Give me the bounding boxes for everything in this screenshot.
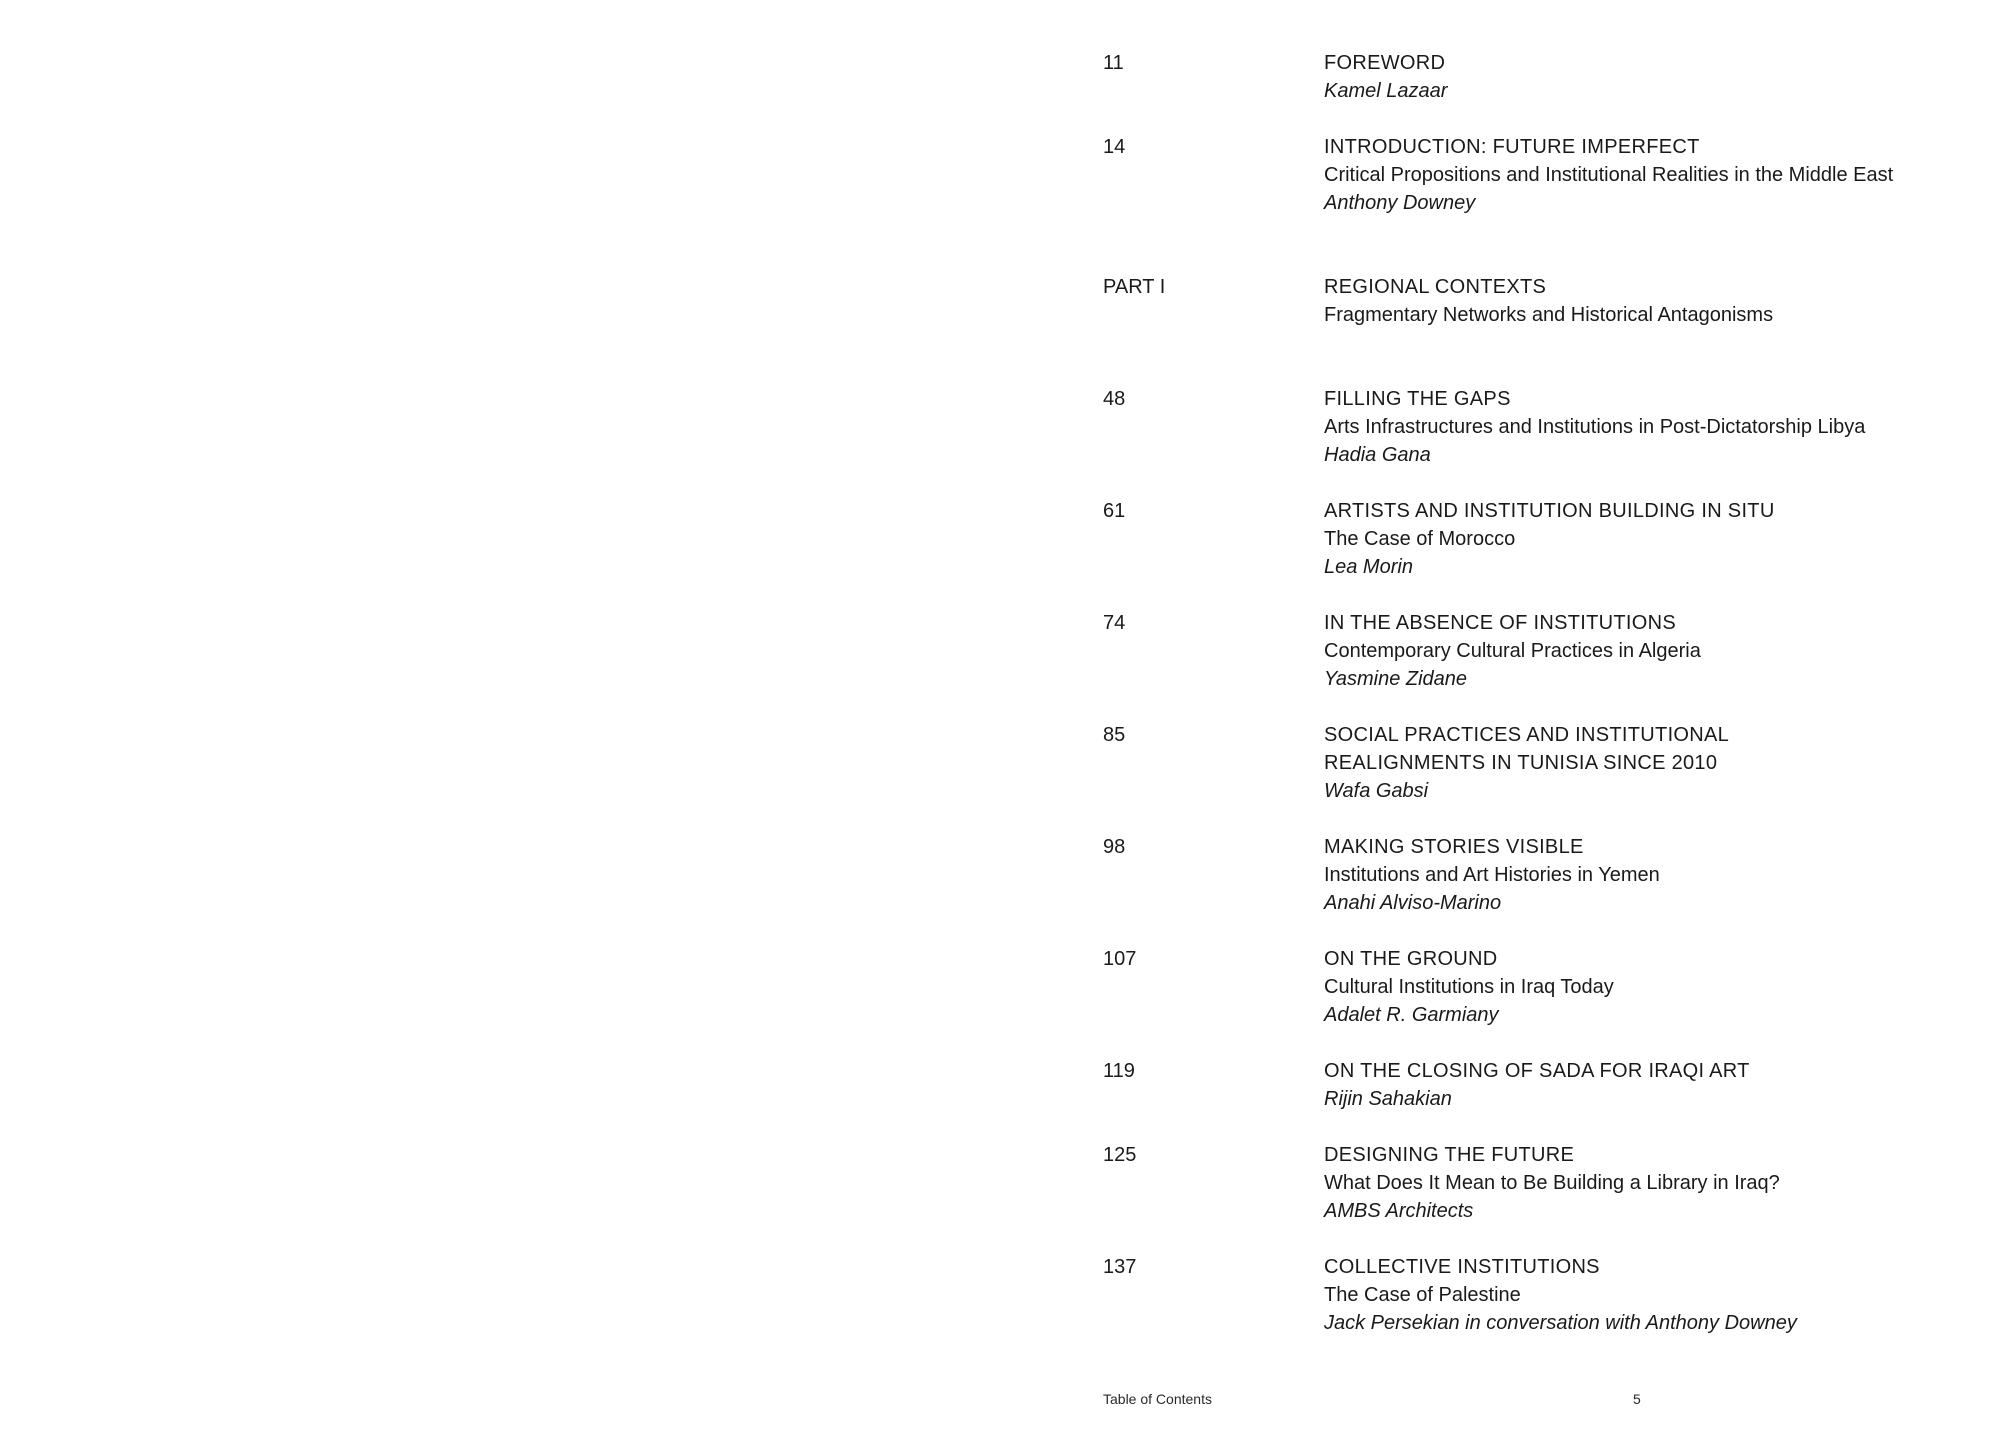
page-number: 119: [1103, 1060, 1135, 1082]
entry-title: INTRODUCTION: FUTURE IMPERFECT: [1324, 136, 1700, 158]
entry-text: [1324, 1057, 1983, 1113]
toc-part-heading: [1103, 273, 1983, 329]
toc-entry: [1103, 1057, 1983, 1113]
entry-author: Anthony Downey: [1324, 192, 1476, 214]
entry-author: AMBS Architects: [1324, 1200, 1474, 1222]
page-number: 125: [1103, 1144, 1137, 1166]
entry-title: FOREWORD: [1324, 52, 1446, 74]
entry-title: MAKING STORIES VISIBLE: [1324, 836, 1584, 858]
toc-entry: [1103, 1253, 1983, 1337]
page-number: 85: [1103, 724, 1126, 746]
page-number: 107: [1103, 948, 1137, 970]
toc-entry: [1103, 721, 1983, 805]
entry-subtitle: Fragmentary Networks and Historical Antagonisms: [1324, 304, 1774, 326]
entry-title: ARTISTS AND INSTITUTION BUILDING IN SITU: [1324, 500, 1775, 522]
entry-subtitle: Critical Propositions and Institutional Realities in the Middle East: [1324, 164, 1894, 186]
toc-entry: [1103, 945, 1983, 1029]
entry-text: [1324, 385, 1983, 469]
entry-title: ON THE GROUND: [1324, 948, 1498, 970]
page-number: 11: [1103, 52, 1124, 74]
page-number: 14: [1103, 136, 1126, 158]
page-number: 137: [1103, 1256, 1137, 1278]
entry-text: [1324, 945, 1983, 1029]
entry-title: IN THE ABSENCE OF INSTITUTIONS: [1324, 612, 1677, 634]
entry-subtitle: Arts Infrastructures and Institutions in Post-Dictatorship Libya: [1324, 416, 1866, 438]
toc-entry: [1103, 385, 1983, 469]
entry-author: Wafa Gabsi: [1324, 780, 1429, 802]
entry-text: [1324, 609, 1983, 693]
entry-title: REGIONAL CONTEXTS: [1324, 276, 1547, 298]
entry-subtitle: The Case of Palestine: [1324, 1284, 1521, 1306]
entry-subtitle: What Does It Mean to Be Building a Library in Iraq?: [1324, 1172, 1780, 1194]
entry-author: Rijin Sahakian: [1324, 1088, 1452, 1110]
entry-text: [1324, 833, 1983, 917]
entry-subtitle: Contemporary Cultural Practices in Algeria: [1324, 640, 1701, 662]
entry-text: [1324, 273, 1983, 329]
entry-title: FILLING THE GAPS: [1324, 388, 1511, 410]
entry-author: Jack Persekian in conversation with Anthony Downey: [1324, 1312, 1797, 1334]
toc-entry: [1103, 49, 1983, 105]
page-number: 61: [1103, 500, 1126, 522]
entry-title: COLLECTIVE INSTITUTIONS: [1324, 1256, 1600, 1278]
entry-title: ON THE CLOSING OF SADA FOR IRAQI ART: [1324, 1060, 1750, 1082]
page-number: 74: [1103, 612, 1126, 634]
entry-subtitle: The Case of Morocco: [1324, 528, 1516, 550]
page-number: 98: [1103, 836, 1126, 858]
entry-text: [1324, 133, 1983, 217]
entry-text: [1324, 721, 1983, 805]
entry-author: Hadia Gana: [1324, 444, 1431, 466]
page-number: 48: [1103, 388, 1126, 410]
entry-author: Anahi Alviso-Marino: [1324, 892, 1502, 914]
toc-entry: [1103, 1141, 1983, 1225]
entry-title: SOCIAL PRACTICES AND INSTITUTIONAL: [1324, 724, 1730, 746]
entry-author: Adalet R. Garmiany: [1324, 1004, 1499, 1026]
footer-page-number: 5: [1633, 1391, 1641, 1407]
toc-entry: [1103, 133, 1983, 217]
entry-subtitle: Institutions and Art Histories in Yemen: [1324, 864, 1660, 886]
running-footer-label: Table of Contents: [1103, 1391, 1212, 1407]
entry-text: [1324, 1253, 1983, 1337]
entry-author: Yasmine Zidane: [1324, 668, 1468, 690]
entry-text: [1324, 1141, 1983, 1225]
entry-text: [1324, 49, 1983, 105]
entry-title-line-2: REALIGNMENTS IN TUNISIA SINCE 2010: [1324, 752, 1718, 774]
part-label: PART I: [1103, 276, 1166, 298]
entry-author: Kamel Lazaar: [1324, 80, 1448, 102]
entry-subtitle: Cultural Institutions in Iraq Today: [1324, 976, 1614, 998]
toc-entry: [1103, 833, 1983, 917]
entry-author: Lea Morin: [1324, 556, 1413, 578]
entry-title: DESIGNING THE FUTURE: [1324, 1144, 1575, 1166]
toc-entry: [1103, 609, 1983, 693]
toc-entry: [1103, 497, 1983, 581]
entry-text: [1324, 497, 1983, 581]
